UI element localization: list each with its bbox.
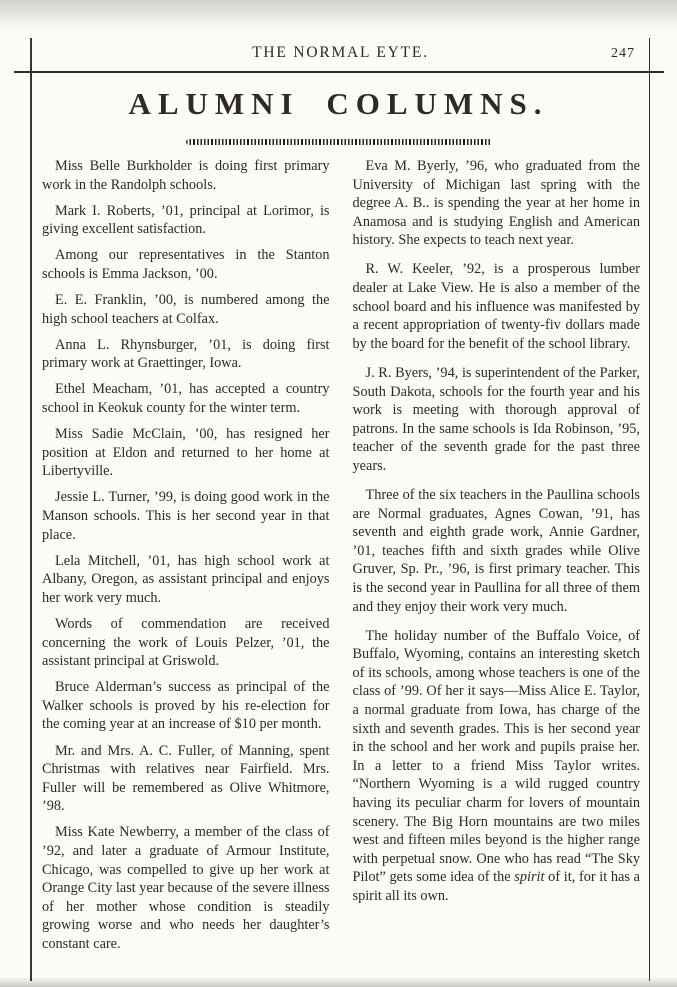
- header-rule: [14, 71, 664, 73]
- page-border-left: [30, 38, 32, 981]
- column-right: [353, 157, 641, 975]
- paragraph: Mark I. Roberts, ’01, principal at Lorimor, is giving excellent satisfaction.: [42, 202, 330, 238]
- ornamental-divider: [186, 139, 492, 145]
- paragraph: Miss Sadie McClain, ’00, has resigned her position at Eldon and returned to her home at Libertyville.: [42, 426, 330, 480]
- italic-word: spirit: [514, 869, 545, 886]
- masthead: [40, 44, 641, 68]
- page-number: 247: [611, 46, 635, 61]
- paragraph: Ethel Meacham, ’01, has accepted a country school in Keokuk county for the winter term.: [42, 381, 330, 417]
- paragraph: Words of commendation are received concerning the work of Louis Pelzer, ’01, the assistant principal at Griswold.: [42, 615, 330, 670]
- paragraph: Miss Belle Burkholder is doing first primary work in the Randolph schools.: [42, 158, 330, 193]
- paragraph: Jessie L. Turner, ’99, is doing good work in the Manson schools. This is her second year in that place.: [42, 489, 330, 543]
- paragraph: Lela Mitchell, ’01, has high school work at Albany, Oregon, as assistant principal and enjoys her work very much.: [42, 552, 330, 606]
- paragraph-text: of it, for it has a spirit all its own.: [352, 869, 640, 904]
- paragraph: [353, 627, 641, 906]
- paragraph: E. E. Franklin, ’00, is numbered among the high school teachers at Colfax.: [42, 292, 330, 327]
- scan-edge-top: [0, 0, 677, 30]
- paragraph-text: The holiday number of the Buffalo Voice, of Buffalo, Wyoming, contains an interesting sketch of its schools, among whose teachers is one of the class of ’99. Of her it says—Miss Alice E. Taylor, a normal graduate from Iowa, has charge of the sixth and seventh grades. This is her second year in the school and her work and pupils praise her. In a letter to a friend Miss Taylor writes. “Northern Wyoming is a wild rugged country having its peculiar charm for lovers of mountain scenery. The Big Horn mountains are two miles west and fifteen miles beyond is the higher range with perpetual snow. One who has read “The Sky Pilot” gets some idea of the: [352, 627, 640, 886]
- paragraph: Eva M. Byerly, ’96, who graduated from the University of Michigan last spring with the degree A. B.. is spending the year at her home in Anamosa and is studying English and American history. She expects to teach next year.: [352, 158, 640, 249]
- paragraph: J. R. Byers, ’94, is superintendent of the Parker, South Dakota, schools for the fourth year and his work is meeting with thorough approval of patrons. In the same schools is Ida Robinson, ’95, teacher of the seventh grade for the past three years.: [352, 364, 640, 474]
- article-columns: [42, 157, 640, 975]
- paragraph: Anna L. Rhynsburger, ’01, is doing first primary work at Graettinger, Iowa.: [42, 336, 330, 372]
- paragraph: Three of the six teachers in the Paullina schools are Normal graduates, Agnes Cowan, ’91, has seventh and eighth grade work, Annie Gardner, ’01, teaches fifth and sixth grades while Olive Gruver, Sp. Pr., ’96, is first primary teacher. This is the second year in Paullina for all three of them and they enjoy their work very much.: [352, 487, 640, 615]
- paragraph: Miss Kate Newberry, a member of the class of ’92, and later a graduate of Armour Institute, Chicago, was compelled to give up her work at Orange City last year because of the severe illness of her mother whose condition is steadily growing worse and who needs her daughter’s constant care.: [42, 824, 330, 952]
- paragraph: R. W. Keeler, ’92, is a prosperous lumber dealer at Lake View. He is also a member of the school board and his influence was manifested by a recent appropriation of twenty-fiv dollars made by the board for the benefit of the school library.: [352, 261, 640, 352]
- masthead-title: THE NORMAL EYTE.: [252, 44, 429, 61]
- section-title: ALUMNI COLUMNS.: [128, 86, 549, 121]
- scan-edge-bottom: [0, 977, 677, 987]
- paragraph: Among our representatives in the Stanton schools is Emma Jackson, ’00.: [42, 247, 330, 282]
- paragraph: Bruce Alderman’s success as principal of the Walker schools is proved by his re-election for the coming year at an increase of $10 per month.: [42, 679, 330, 733]
- paragraph: Mr. and Mrs. A. C. Fuller, of Manning, spent Christmas with relatives near Fairfield. Mrs. Fuller will be remembered as Olive Whitmore, ’98.: [42, 742, 330, 815]
- page-border-right: [649, 38, 651, 981]
- column-left: [42, 157, 330, 975]
